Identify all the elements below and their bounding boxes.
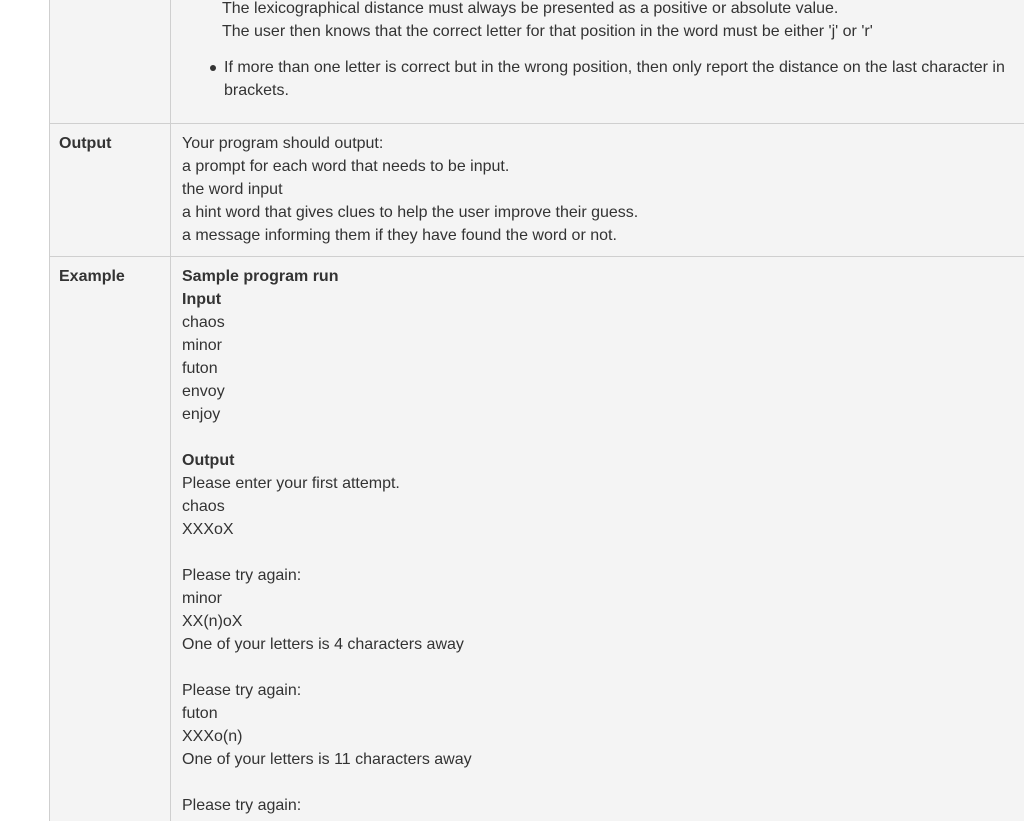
- hint-word: XXXo(n): [182, 728, 243, 745]
- row-label-example: Example: [50, 257, 171, 821]
- explanation-line: The lexicographical distance must always be presented as a positive or absolute value.: [222, 0, 839, 17]
- attempt-word: minor: [182, 590, 223, 607]
- distance-message: One of your letters is 11 characters away: [182, 751, 472, 768]
- hint-word: XXXoX: [182, 521, 234, 538]
- attempt-word: futon: [182, 705, 218, 722]
- table-row-output: [50, 124, 1024, 257]
- output-line: a prompt for each word that needs to be input.: [182, 158, 510, 175]
- distance-message: One of your letters is 4 characters away: [182, 636, 464, 653]
- table-row-input-continued: [50, 0, 1024, 124]
- distance-explanation: [182, 0, 1024, 43]
- requirements-table: [49, 0, 1024, 821]
- notes-list: [182, 56, 1024, 102]
- example-cell: [171, 257, 1024, 821]
- input-word: minor: [182, 337, 223, 354]
- input-word: chaos: [182, 314, 225, 331]
- input-word: enjoy: [182, 406, 221, 423]
- retry-prompt: Please try again:: [182, 682, 302, 699]
- explanation-line: The user then knows that the correct letter for that position in the word must be either 'j' or 'r': [222, 23, 873, 40]
- input-word: envoy: [182, 383, 225, 400]
- input-continued-cell: [171, 0, 1024, 124]
- output-line: a message informing them if they have found the word or not.: [182, 227, 617, 244]
- output-cell: [171, 124, 1024, 257]
- list-item: If more than one letter is correct but in the wrong position, then only report the distance on the last character in brackets.: [224, 56, 1024, 102]
- table-row-example: [50, 257, 1024, 821]
- row-label-empty: [50, 0, 171, 124]
- output-line: Your program should output:: [182, 135, 384, 152]
- retry-prompt: Please try again:: [182, 567, 302, 584]
- input-heading: Input: [182, 291, 222, 308]
- output-line: the word input: [182, 181, 283, 198]
- output-heading: Output: [182, 452, 235, 469]
- sample-run-heading: Sample program run: [182, 268, 339, 285]
- hint-word: XX(n)oX: [182, 613, 243, 630]
- output-line: a hint word that gives clues to help the user improve their guess.: [182, 204, 639, 221]
- input-word: futon: [182, 360, 218, 377]
- attempt-word: chaos: [182, 498, 225, 515]
- first-prompt: Please enter your first attempt.: [182, 475, 400, 492]
- retry-prompt: Please try again:: [182, 797, 302, 814]
- row-label-output: Output: [50, 124, 171, 257]
